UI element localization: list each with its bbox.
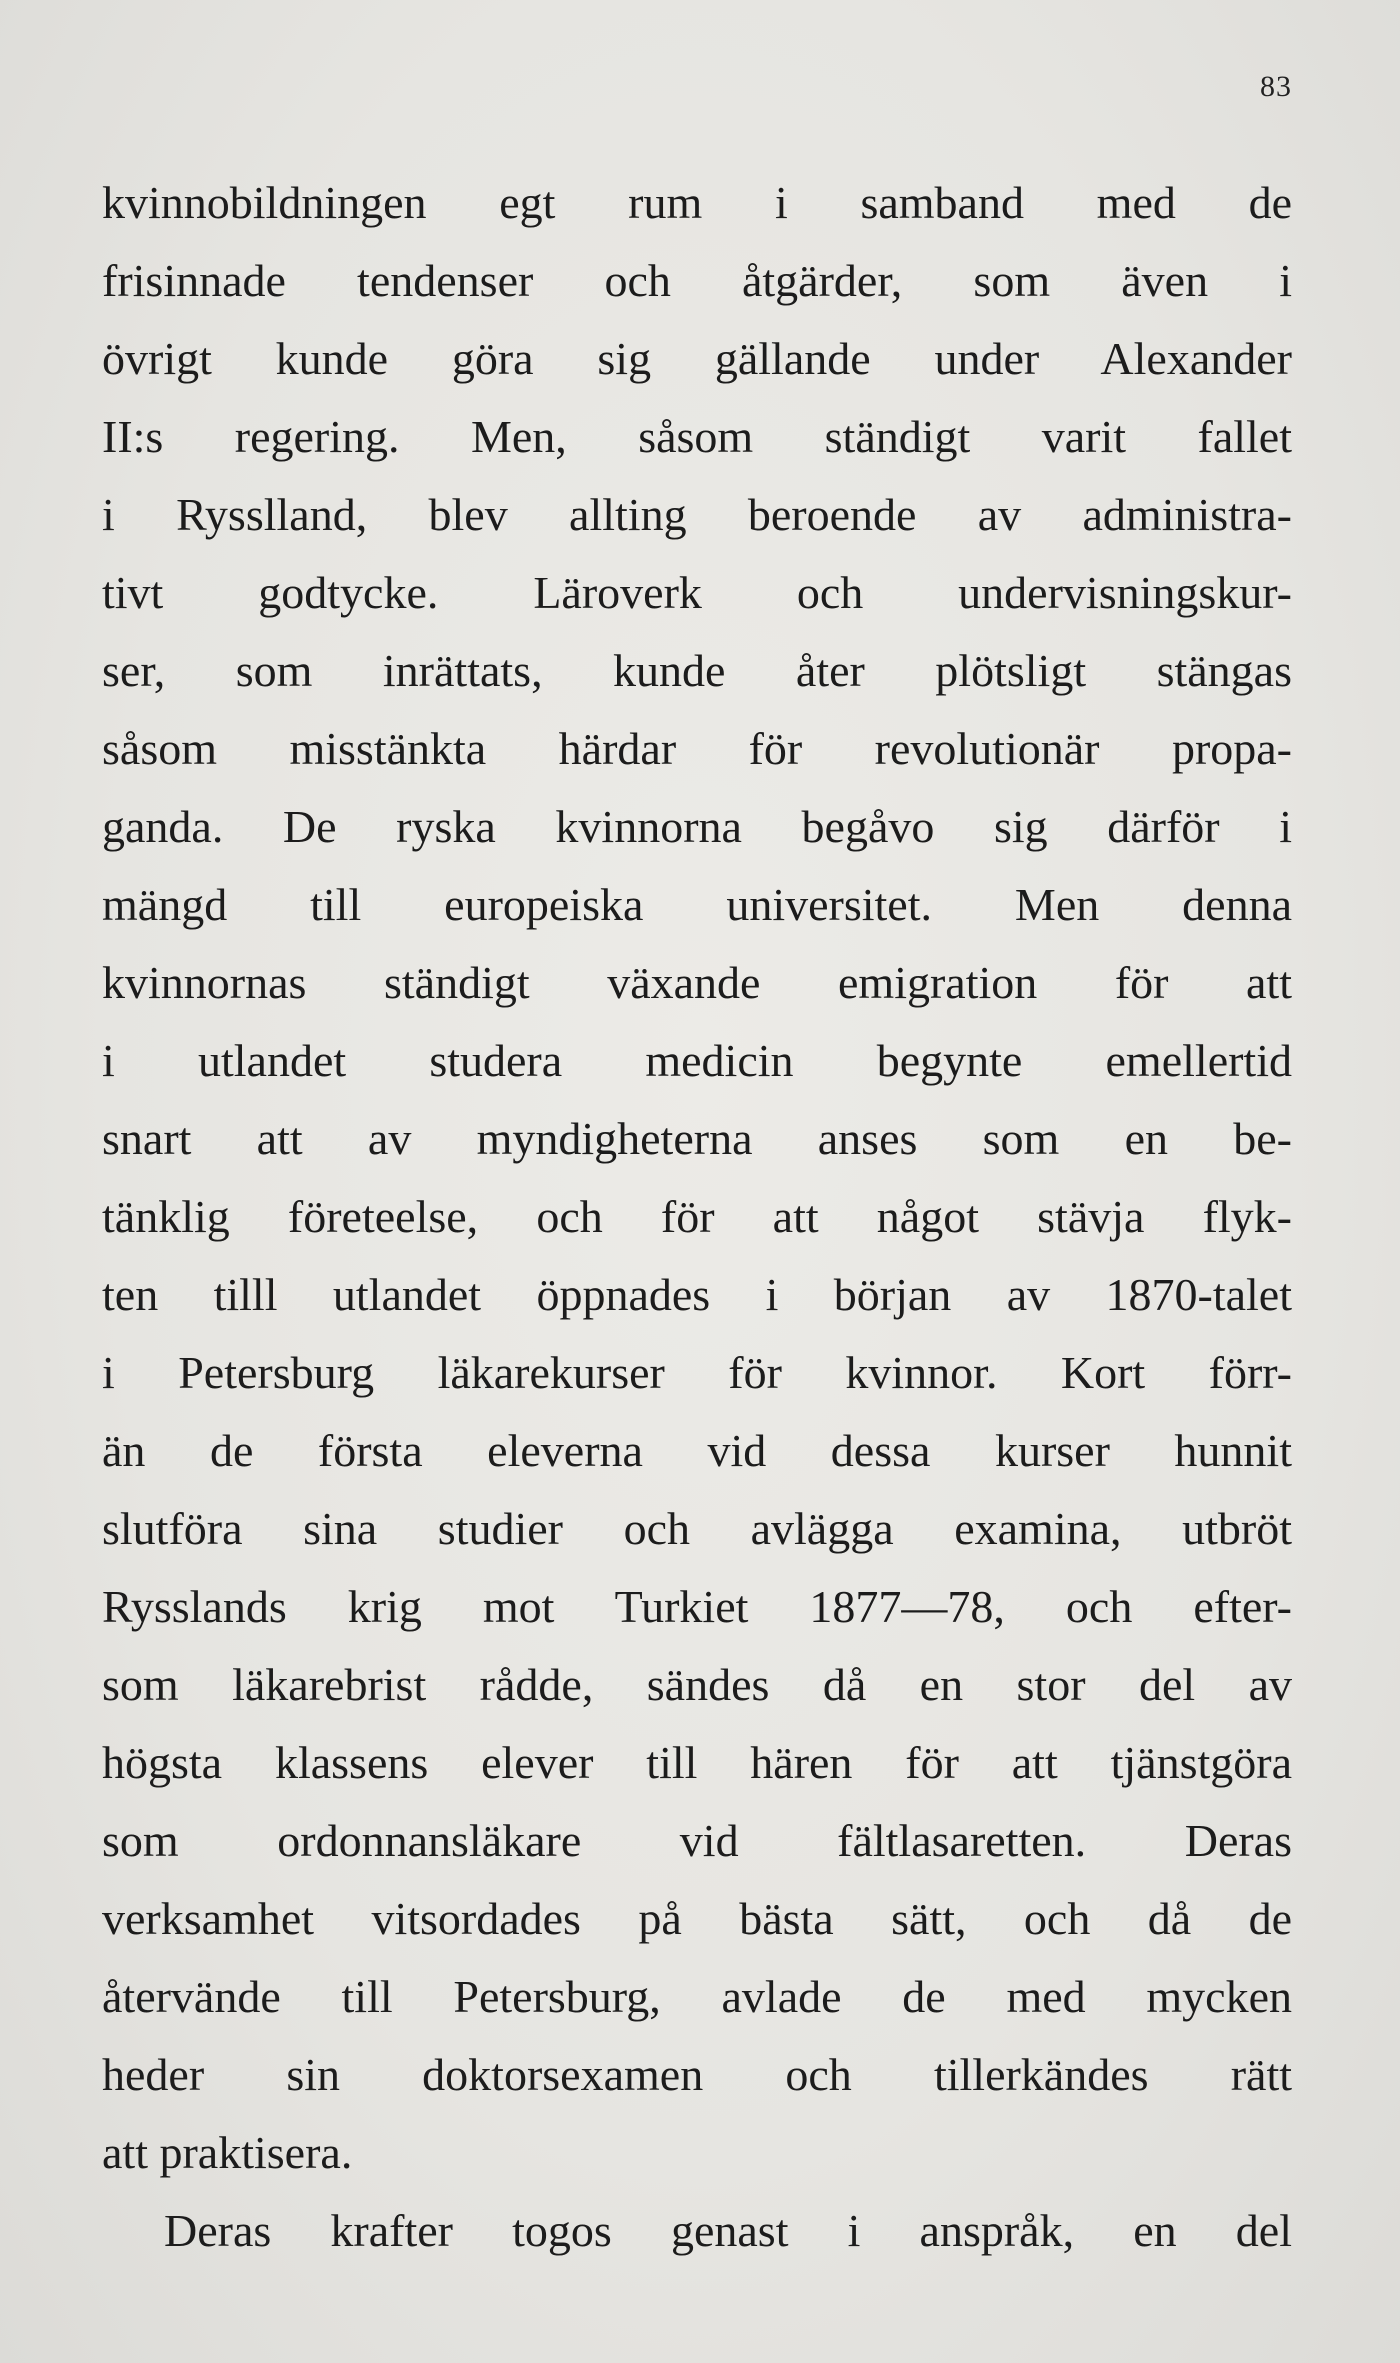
text-line: heder sin doktorsexamen och tillerkändes rätt	[102, 2049, 1292, 2100]
text-line: tänklig företeelse, och för att något stävja flyk-	[102, 1191, 1292, 1242]
text-line: verksamhet vitsordades på bästa sätt, och då de	[102, 1893, 1292, 1944]
text-line: än de första eleverna vid dessa kurser hunnit	[102, 1425, 1292, 1476]
text-line: övrigt kunde göra sig gällande under Alexander	[102, 333, 1292, 384]
text-line: såsom misstänkta härdar för revolutionär propa-	[102, 723, 1292, 774]
text-line-paragraph-end: att praktisera.	[102, 2127, 353, 2178]
text-line-paragraph-start: Deras krafter togos genast i anspråk, en del	[164, 2205, 1292, 2256]
text-line: tivt godtycke. Läroverk och undervisningskur-	[102, 567, 1292, 618]
text-line: i Rysslland, blev allting beroende av administra-	[102, 489, 1292, 540]
text-line: ganda. De ryska kvinnorna begåvo sig därför i	[102, 801, 1292, 852]
body-text	[102, 164, 1292, 2270]
text-line: återvände till Petersburg, avlade de med mycken	[102, 1971, 1292, 2022]
text-line: ser, som inrättats, kunde åter plötsligt stängas	[102, 645, 1292, 696]
text-line: i utlandet studera medicin begynte emellertid	[102, 1035, 1292, 1086]
text-line: mängd till europeiska universitet. Men denna	[102, 879, 1292, 930]
page-number: 83	[1260, 70, 1292, 103]
text-line: som läkarebrist rådde, sändes då en stor del av	[102, 1659, 1292, 1710]
text-line: ten tilll utlandet öppnades i början av 1870-talet	[102, 1269, 1292, 1320]
text-line: frisinnade tendenser och åtgärder, som även i	[102, 255, 1292, 306]
text-line: kvinnobildningen egt rum i samband med de	[102, 177, 1292, 228]
text-line: II:s regering. Men, såsom ständigt varit fallet	[102, 411, 1292, 462]
text-line: högsta klassens elever till hären för att tjänstgöra	[102, 1737, 1292, 1788]
text-line: Rysslands krig mot Turkiet 1877—78, och efter-	[102, 1581, 1292, 1632]
text-line: slutföra sina studier och avlägga examina, utbröt	[102, 1503, 1292, 1554]
text-line: snart att av myndigheterna anses som en be-	[102, 1113, 1292, 1164]
text-line: kvinnornas ständigt växande emigration för att	[102, 957, 1292, 1008]
text-line: som ordonnansläkare vid fältlasaretten. Deras	[102, 1815, 1292, 1866]
text-line: i Petersburg läkarekurser för kvinnor. Kort förr-	[102, 1347, 1292, 1398]
